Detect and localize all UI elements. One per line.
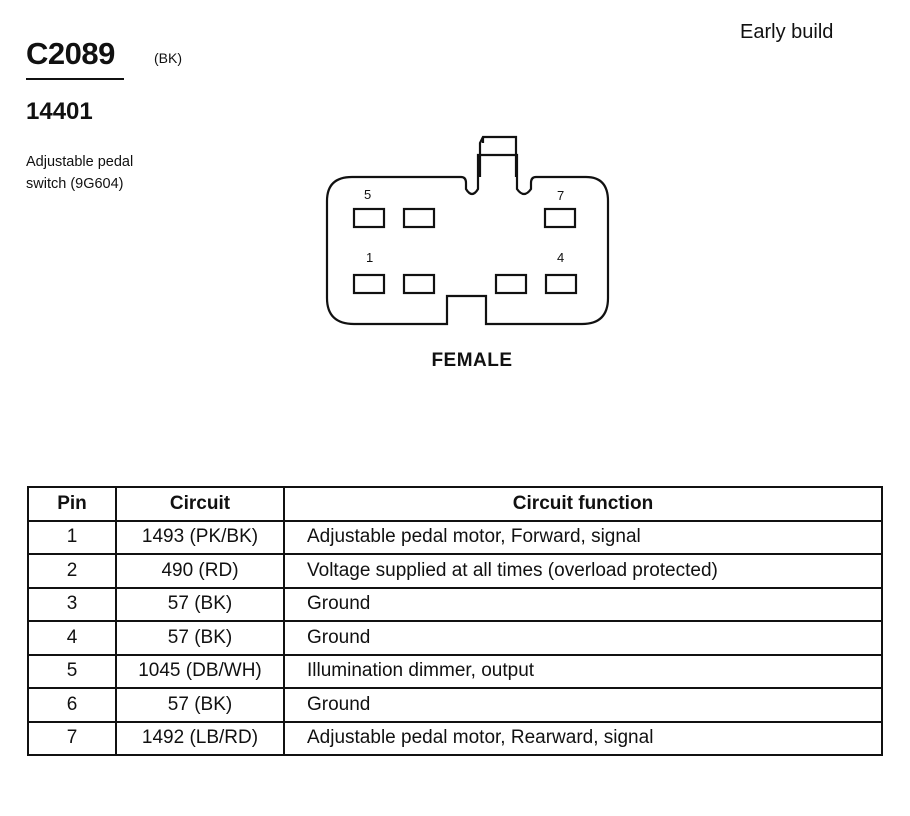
column-header-function: Circuit function: [284, 487, 882, 521]
pin-label-7: 7: [557, 188, 565, 203]
circuit-cell: 57 (BK): [116, 588, 284, 622]
build-note: Early build: [740, 21, 834, 43]
component-description-line-2: switch (9G604): [26, 176, 124, 192]
circuit-cell: 57 (BK): [116, 688, 284, 722]
function-cell: Voltage supplied at all times (overload protected): [284, 554, 882, 588]
table-header-row: [28, 487, 882, 521]
circuit-cell: 1492 (LB/RD): [116, 722, 284, 756]
pinout-table: [27, 486, 883, 756]
pin-cell: 2: [28, 554, 116, 588]
table-row: [28, 688, 882, 722]
connector-lock-tab: [480, 137, 516, 177]
pin-cavity-4: [546, 275, 576, 293]
function-cell: Illumination dimmer, output: [284, 655, 882, 689]
pin-cavity-7: [545, 209, 575, 227]
function-cell: Adjustable pedal motor, Forward, signal: [284, 521, 882, 555]
pin-cell: 5: [28, 655, 116, 689]
circuit-cell: 57 (BK): [116, 621, 284, 655]
pin-cell: 7: [28, 722, 116, 756]
column-header-pin: Pin: [28, 487, 116, 521]
connector-face-diagram: [320, 133, 620, 333]
table-row: [28, 621, 882, 655]
function-cell: Ground: [284, 588, 882, 622]
connector-gender-label: FEMALE: [431, 350, 513, 371]
function-cell: Ground: [284, 688, 882, 722]
circuit-cell: 1493 (PK/BK): [116, 521, 284, 555]
table-row: [28, 554, 882, 588]
pin-label-1: 1: [366, 250, 374, 265]
table-row: [28, 588, 882, 622]
connector-housing: [327, 155, 608, 324]
column-header-circuit: Circuit: [116, 487, 284, 521]
pin-cavity-1: [354, 275, 384, 293]
table-row: [28, 521, 882, 555]
pin-cell: 3: [28, 588, 116, 622]
pin-label-5: 5: [364, 187, 372, 202]
part-number: 14401: [26, 98, 93, 125]
pin-cell: 4: [28, 621, 116, 655]
pin-label-4: 4: [557, 250, 565, 265]
connector-id: C2089: [26, 36, 115, 71]
pin-cavity-2: [404, 275, 434, 293]
pin-cell: 1: [28, 521, 116, 555]
function-cell: Ground: [284, 621, 882, 655]
function-cell: Adjustable pedal motor, Rearward, signal: [284, 722, 882, 756]
pin-cavity-6: [404, 209, 434, 227]
circuit-cell: 490 (RD): [116, 554, 284, 588]
table-row: [28, 722, 882, 756]
circuit-cell: 1045 (DB/WH): [116, 655, 284, 689]
table-row: [28, 655, 882, 689]
component-description-line-1: Adjustable pedal: [26, 154, 134, 170]
connector-id-underline: [26, 78, 124, 80]
pin-cell: 6: [28, 688, 116, 722]
connector-color-code: (BK): [154, 50, 182, 66]
pin-cavity-5: [354, 209, 384, 227]
pin-cavity-3: [496, 275, 526, 293]
